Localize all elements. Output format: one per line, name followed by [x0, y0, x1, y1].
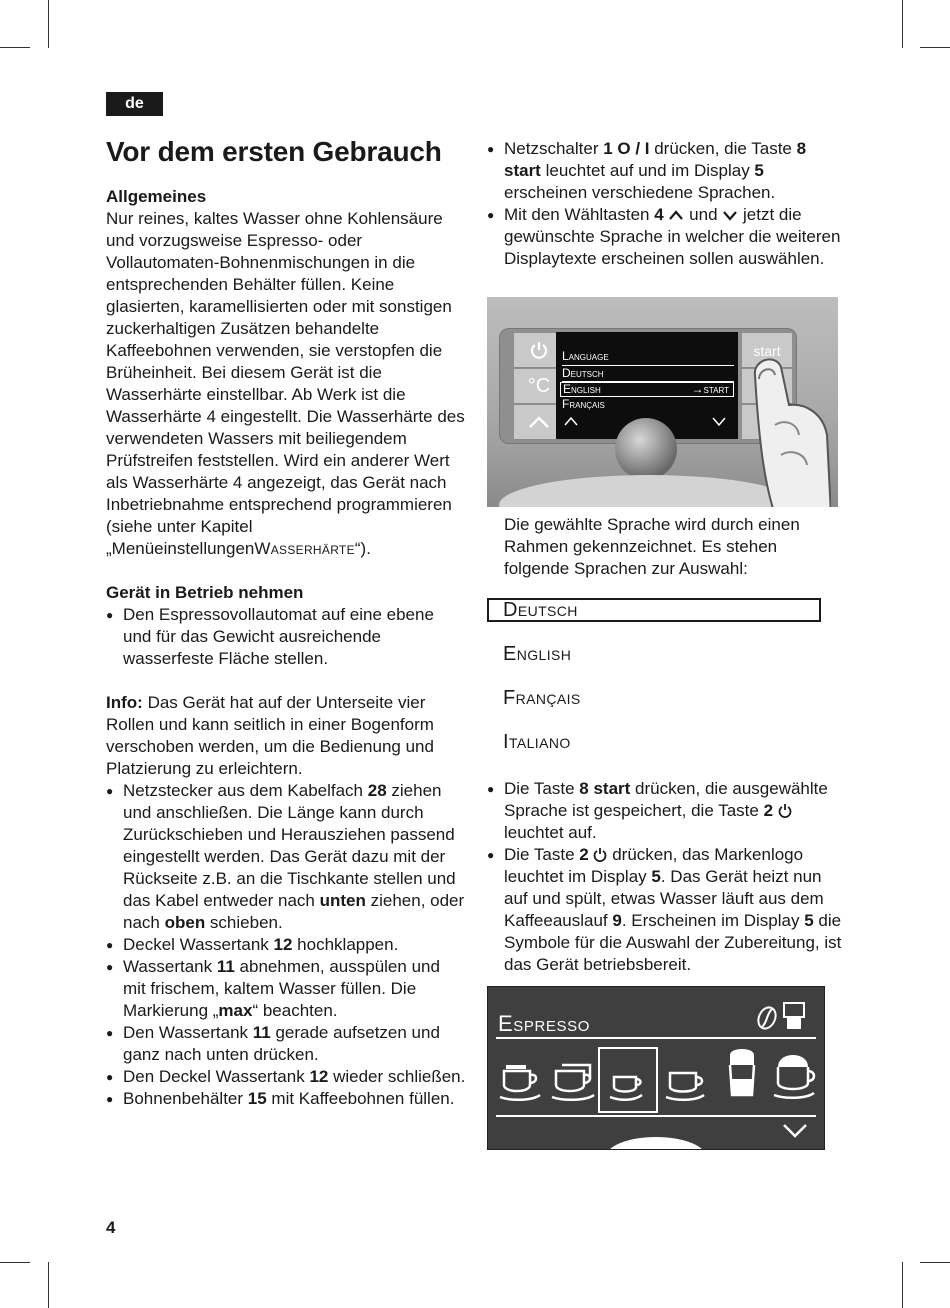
- right-column-top: [487, 138, 847, 270]
- language-item: English: [503, 643, 572, 665]
- frame-text: Die gewählte Sprache wird durch einen Rahmen gekennzeichnet. Es stehen folgende Sprachen zur Auswahl:: [504, 515, 800, 578]
- temperature-button: °C: [514, 369, 564, 404]
- left-column: [106, 136, 466, 1110]
- display-start-hint: →start: [691, 382, 729, 396]
- page-title: Vor dem ersten Gebrauch: [106, 136, 442, 167]
- bullet-list: [106, 604, 466, 670]
- wasserhaerte-menu-term: Wasserhärte: [254, 539, 355, 558]
- water-tank-icon: [782, 1001, 806, 1031]
- bullet-list: [106, 780, 466, 1110]
- list-item: ● Den Espressovollautomat auf eine ebene und für das Gewicht ausreichende wasserfeste Fläche stellen.: [106, 604, 466, 670]
- pointing-finger-icon: [745, 345, 831, 507]
- power-icon: [529, 340, 549, 360]
- list-item: ● Bohnenbehälter 15 mit Kaffeebohnen füllen.: [106, 1088, 466, 1110]
- power-icon: [778, 803, 792, 818]
- display-row-title: Language: [562, 349, 609, 363]
- allgemeines-tail: “).: [354, 539, 371, 558]
- cappuccino-icon: [768, 1043, 824, 1103]
- crop-mark: [902, 0, 903, 48]
- espresso-cup-icon: [600, 1049, 656, 1109]
- bullet-list: [487, 138, 847, 270]
- chevron-up-icon: [564, 416, 578, 426]
- language-list: [487, 598, 827, 774]
- power-icon: [593, 847, 607, 862]
- crop-mark: [48, 0, 49, 48]
- list-item: ● Netzstecker aus dem Kabelfach 28 ziehen und anschließen. Die Länge kann durch Zurückschieben und Herausziehen passend eingestellt werden. Das Gerät dazu mit der Rückseite z.B. an die Tischkante stellen und das Kabel entweder nach unten ziehen, oder nach oben schieben.: [106, 780, 466, 934]
- right-column-bottom: [487, 778, 849, 976]
- control-panel-photo: [487, 297, 838, 507]
- chevron-down-icon: [722, 209, 738, 221]
- list-item: ● Den Wassertank 11 gerade aufsetzen und ganz nach unten drücken.: [106, 1022, 466, 1066]
- crop-mark: [0, 1262, 30, 1263]
- allgemeines-text: Nur reines, kaltes Wasser ohne Kohlensäure und vorzugsweise Espresso- oder Vollautomaten-Bohnenmischungen in die entsprechenden Behälter füllen. Keine glasierten, karamellisierten oder mit sonstigen zuckerhaltigen Zusätzen behandelte Kaffeebohnen verwenden, sie verstopfen die Brüheinheit. Bei diesem Gerät ist die Wasserhärte einstellbar. Ab Werk ist die Wasserhärte 4 eingestellt. Die Wasserhärte des verwendeten Wassers mit beiliegendem Prüfstreifen feststellen. Wird ein anderer Wert als Wasserhärte 4 angezeigt, das Gerät nach Inbetriebnahme entsprechend programmieren (siehe unter Kapitel „Menüeinstellungen: [106, 209, 465, 558]
- bullet-list: [487, 778, 849, 976]
- list-item: ● Deckel Wassertank 12 hochklappen.: [106, 934, 466, 956]
- list-item: ● Wassertank 11 abnehmen, ausspülen und mit frischem, kaltem Wasser füllen. Die Markierung „max“ beachten.: [106, 956, 466, 1022]
- crop-mark: [0, 47, 30, 48]
- info-label: Info:: [106, 693, 143, 712]
- section-heading-allgemeines: Allgemeines: [106, 187, 207, 206]
- chevron-up-icon: [528, 415, 550, 429]
- crop-mark: [48, 1262, 49, 1308]
- display-knob-edge: [606, 1137, 706, 1150]
- chevron-down-icon: [782, 1123, 808, 1139]
- language-item: Italiano: [503, 731, 571, 753]
- crop-mark: [920, 47, 950, 48]
- latte-macchiato-icon: [716, 1043, 772, 1103]
- double-espresso-icon: [496, 1049, 552, 1109]
- language-tag: de: [106, 92, 163, 116]
- double-coffee-icon: [548, 1049, 604, 1109]
- language-item-selected: Deutsch: [487, 598, 821, 622]
- coffee-bean-icon: [756, 1005, 778, 1031]
- list-item: ● Die Taste 8 start drücken, die ausgewählte Sprache ist gespeichert, die Taste 2 leuchtet auf.: [487, 778, 849, 844]
- display-divider: [496, 1037, 816, 1039]
- frame-paragraph: [504, 514, 844, 580]
- list-item: ● Die Taste 2 drücken, das Markenlogo leuchtet im Display 5. Das Gerät heizt nun auf und spült, etwas Wasser läuft aus dem Kaffeeauslauf 9. Erscheinen im Display 5 die Symbole für die Auswahl der Zubereitung, ist das Gerät betriebsbereit.: [487, 844, 849, 976]
- start-button: start: [742, 333, 792, 368]
- display-row-english-label: English: [563, 382, 601, 396]
- display-row-francais: Français: [562, 397, 605, 411]
- display-row-deutsch: Deutsch: [562, 366, 604, 380]
- display-row-english-selected: [560, 382, 734, 397]
- section-heading-betrieb: Gerät in Betrieb nehmen: [106, 583, 304, 602]
- allgemeines-paragraph: [106, 208, 466, 560]
- display-divider: [496, 1115, 816, 1117]
- chevron-up-icon: [668, 209, 684, 221]
- info-paragraph: [106, 692, 466, 780]
- rotary-knob: [615, 418, 677, 480]
- crop-mark: [920, 1262, 950, 1263]
- page-number: 4: [106, 1218, 116, 1237]
- coffee-cup-icon: [660, 1049, 716, 1109]
- list-item: ● Den Deckel Wassertank 12 wieder schließen.: [106, 1066, 466, 1088]
- info-text: Das Gerät hat auf der Unterseite vier Rollen und kann seitlich in einer Bogenform verschoben werden, um die Bedienung und Platzierung zu erleichtern.: [106, 693, 434, 778]
- chevron-down-icon: [712, 416, 726, 426]
- language-item: Français: [503, 687, 581, 709]
- crop-mark: [902, 1262, 903, 1308]
- display-drink-title: Espresso: [498, 1011, 590, 1036]
- drink-selection-display: [487, 986, 825, 1150]
- list-item: ● Netzschalter 1 O / I drücken, die Taste 8 start leuchtet auf und im Display 5 erscheinen verschiedene Sprachen.: [487, 138, 847, 204]
- list-item: ● Mit den Wähltasten 4 und jetzt die gewünschte Sprache in welcher die weiteren Displaytexte erscheinen sollen auswählen.: [487, 204, 847, 270]
